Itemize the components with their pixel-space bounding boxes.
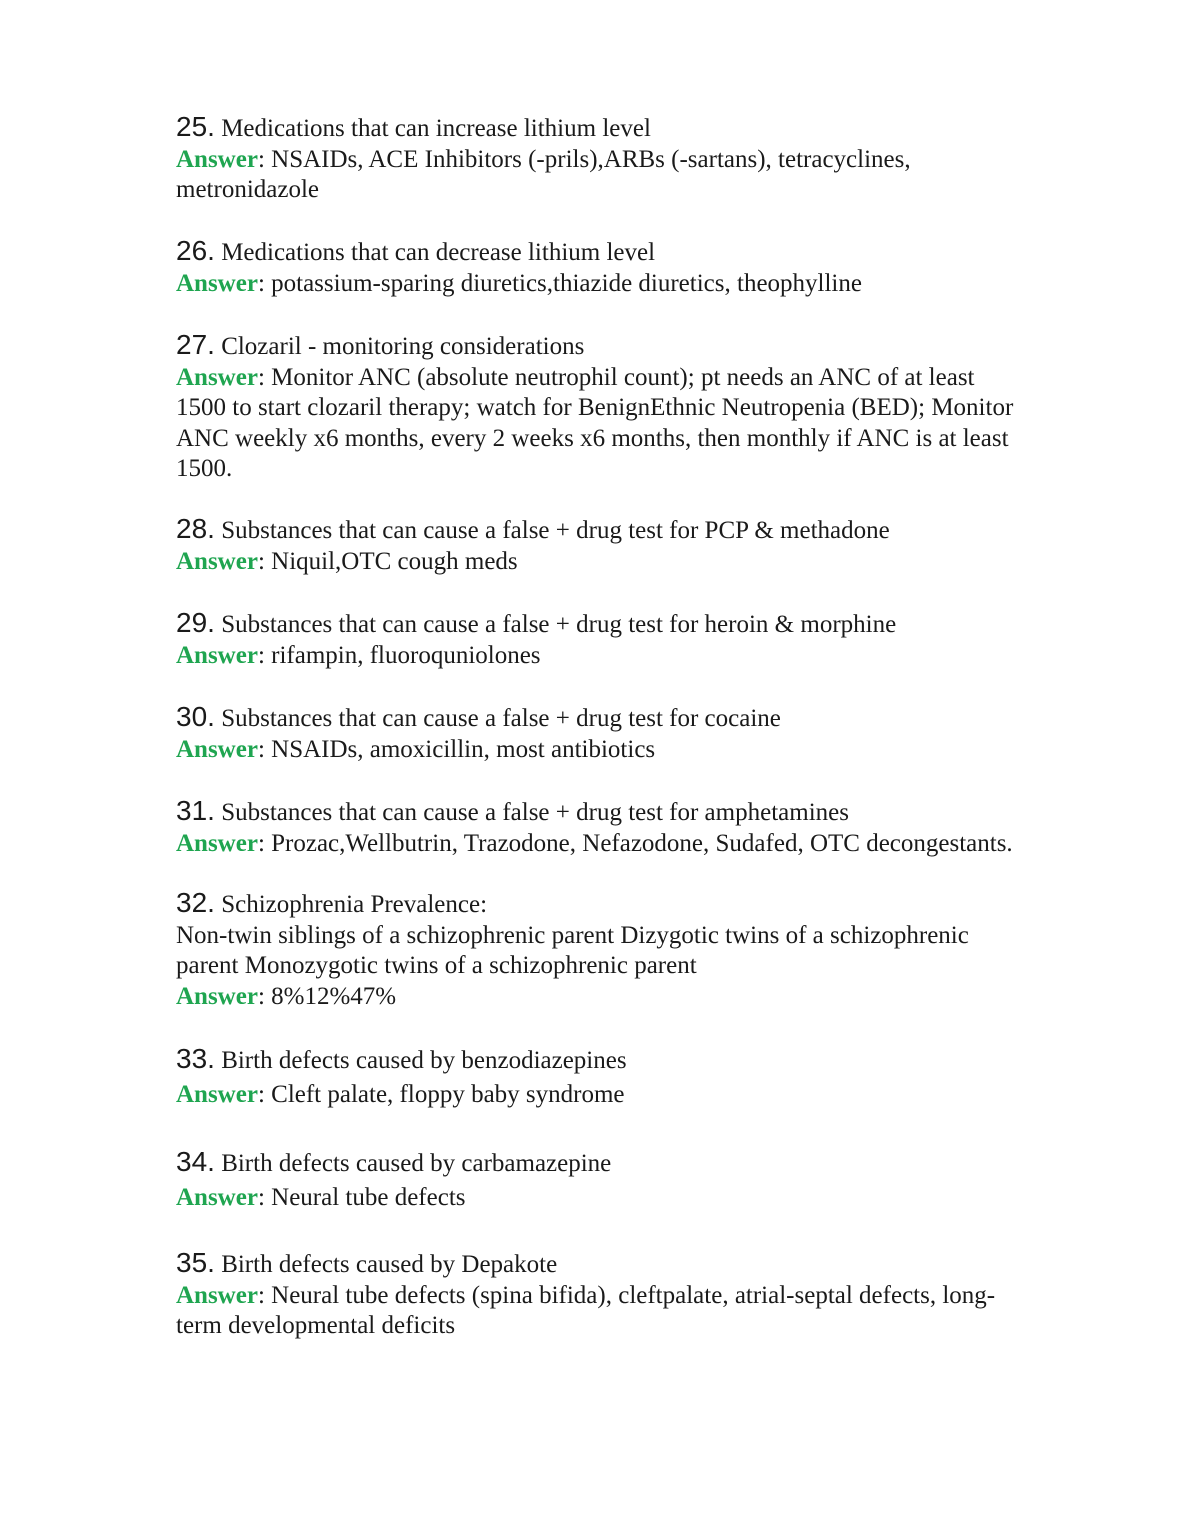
qa-item-27: [176, 330, 1106, 485]
answer-line: Answer: 8%12%47%: [176, 982, 397, 1010]
answer-text: 1500 to start clozaril therapy; watch for BenignEthnic Neutropenia (BED); Monitor: [176, 394, 1014, 421]
question-number: 25.: [176, 111, 215, 142]
question-text: Birth defects caused by benzodiazepines: [221, 1047, 627, 1074]
answer-line: Answer: potassium-sparing diuretics,thiazide diuretics, theophylline: [176, 269, 862, 297]
answer-text: NSAIDs, amoxicillin, most antibiotics: [271, 735, 656, 763]
answer-line: Answer: NSAIDs, ACE Inhibitors (-prils),ARBs (-sartans), tetracyclines,: [176, 145, 911, 173]
question-line: [176, 1145, 1106, 1181]
answer-label: Answer: [176, 145, 258, 173]
question-number: 27.: [176, 329, 215, 360]
answer-text: Prozac,Wellbutrin, Trazodone, Nefazodone, Sudafed, OTC decongestants.: [271, 829, 1013, 857]
question-line: [176, 951, 1106, 982]
question-text: Clozaril - monitoring considerations: [221, 333, 585, 360]
answer-text: 1500.: [176, 455, 233, 482]
answer-label: Answer: [176, 269, 258, 297]
answer-text: Niquil,OTC cough meds: [271, 547, 518, 575]
answer-text: metronidazole: [176, 176, 319, 203]
qa-item-26: [176, 236, 1106, 299]
answer-line: Answer: Monitor ANC (absolute neutrophil count); pt needs an ANC of at least: [176, 363, 975, 391]
question-line: [176, 236, 1106, 269]
question-line: [176, 112, 1106, 145]
answer-line: [176, 175, 1106, 206]
answer-text: NSAIDs, ACE Inhibitors (-prils),ARBs (-sartans), tetracyclines,: [271, 145, 911, 173]
question-text: Schizophrenia Prevalence:: [221, 891, 488, 918]
question-text: Medications that can increase lithium level: [221, 115, 651, 142]
answer-line: Answer: rifampin, fluoroquniolones: [176, 641, 541, 669]
answer-text: Monitor ANC (absolute neutrophil count); pt needs an ANC of at least: [271, 363, 975, 391]
question-line: [176, 702, 1106, 735]
qa-item-34: [176, 1145, 1106, 1215]
qa-item-30: [176, 702, 1106, 765]
answer-line: [176, 454, 1106, 485]
question-line: [176, 796, 1106, 829]
answer-line: Answer: Cleft palate, floppy baby syndrome: [176, 1081, 625, 1108]
answer-label: Answer: [176, 829, 258, 857]
question-line: [176, 921, 1106, 952]
qa-item-35: [176, 1248, 1106, 1342]
answer-line: Answer: Prozac,Wellbutrin, Trazodone, Nefazodone, Sudafed, OTC decongestants.: [176, 829, 1013, 857]
question-number: 32.: [176, 887, 215, 918]
answer-label: Answer: [176, 1281, 258, 1309]
question-text: Substances that can cause a false + drug test for PCP & methadone: [221, 517, 890, 544]
answer-label: Answer: [176, 1184, 258, 1211]
answer-line: [176, 1311, 1106, 1342]
question-number: 30.: [176, 701, 215, 732]
answer-label: Answer: [176, 363, 258, 391]
answer-text: potassium-sparing diuretics,thiazide diuretics, theophylline: [271, 269, 862, 297]
answer-label: Answer: [176, 547, 258, 575]
qa-item-25: [176, 112, 1106, 206]
question-number: 33.: [176, 1043, 215, 1074]
question-number: 26.: [176, 235, 215, 266]
question-number: 35.: [176, 1247, 215, 1278]
answer-line: Answer: Neural tube defects: [176, 1184, 466, 1211]
answer-line: Answer: Neural tube defects (spina bifida), cleftpalate, atrial-septal defects, long-: [176, 1281, 996, 1309]
answer-text: ANC weekly x6 months, every 2 weeks x6 months, then monthly if ANC is at least: [176, 424, 1009, 452]
qa-item-29: [176, 608, 1106, 671]
qa-item-33: [176, 1042, 1106, 1112]
question-text: Substances that can cause a false + drug test for heroin & morphine: [221, 611, 897, 638]
question-text: parent Monozygotic twins of a schizophrenic parent: [176, 952, 697, 979]
answer-text: Neural tube defects (spina bifida), cleftpalate, atrial-septal defects, long-: [271, 1281, 996, 1309]
answer-text: Neural tube defects: [271, 1184, 466, 1211]
qa-item-28: [176, 514, 1106, 577]
answer-text: Cleft palate, floppy baby syndrome: [271, 1081, 625, 1108]
question-line: [176, 608, 1106, 641]
question-number: 31.: [176, 795, 215, 826]
question-number: 34.: [176, 1146, 215, 1177]
question-text: Medications that can decrease lithium level: [221, 239, 656, 266]
answer-line: [176, 424, 1106, 455]
question-text: Birth defects caused by Depakote: [221, 1251, 558, 1278]
answer-label: Answer: [176, 1081, 258, 1108]
qa-item-32: [176, 888, 1106, 1012]
question-number: 28.: [176, 513, 215, 544]
question-text: Substances that can cause a false + drug test for cocaine: [221, 705, 781, 732]
question-number: 29.: [176, 607, 215, 638]
answer-label: Answer: [176, 982, 258, 1010]
answer-label: Answer: [176, 735, 258, 763]
question-line: [176, 888, 1106, 921]
answer-line: [176, 393, 1106, 424]
answer-text: term developmental deficits: [176, 1312, 456, 1339]
qa-item-31: [176, 796, 1106, 859]
question-text: Non-twin siblings of a schizophrenic parent Dizygotic twins of a schizophrenic: [176, 921, 969, 949]
question-text: Birth defects caused by carbamazepine: [221, 1150, 612, 1177]
question-text: Substances that can cause a false + drug test for amphetamines: [221, 799, 849, 826]
answer-line: Answer: Niquil,OTC cough meds: [176, 547, 518, 575]
question-line: [176, 330, 1106, 363]
answer-label: Answer: [176, 641, 258, 669]
question-line: [176, 1248, 1106, 1281]
answer-text: 8%12%47%: [271, 982, 397, 1010]
question-line: [176, 1042, 1106, 1078]
question-line: [176, 514, 1106, 547]
answer-text: rifampin, fluoroquniolones: [271, 641, 541, 669]
answer-line: Answer: NSAIDs, amoxicillin, most antibiotics: [176, 735, 656, 763]
